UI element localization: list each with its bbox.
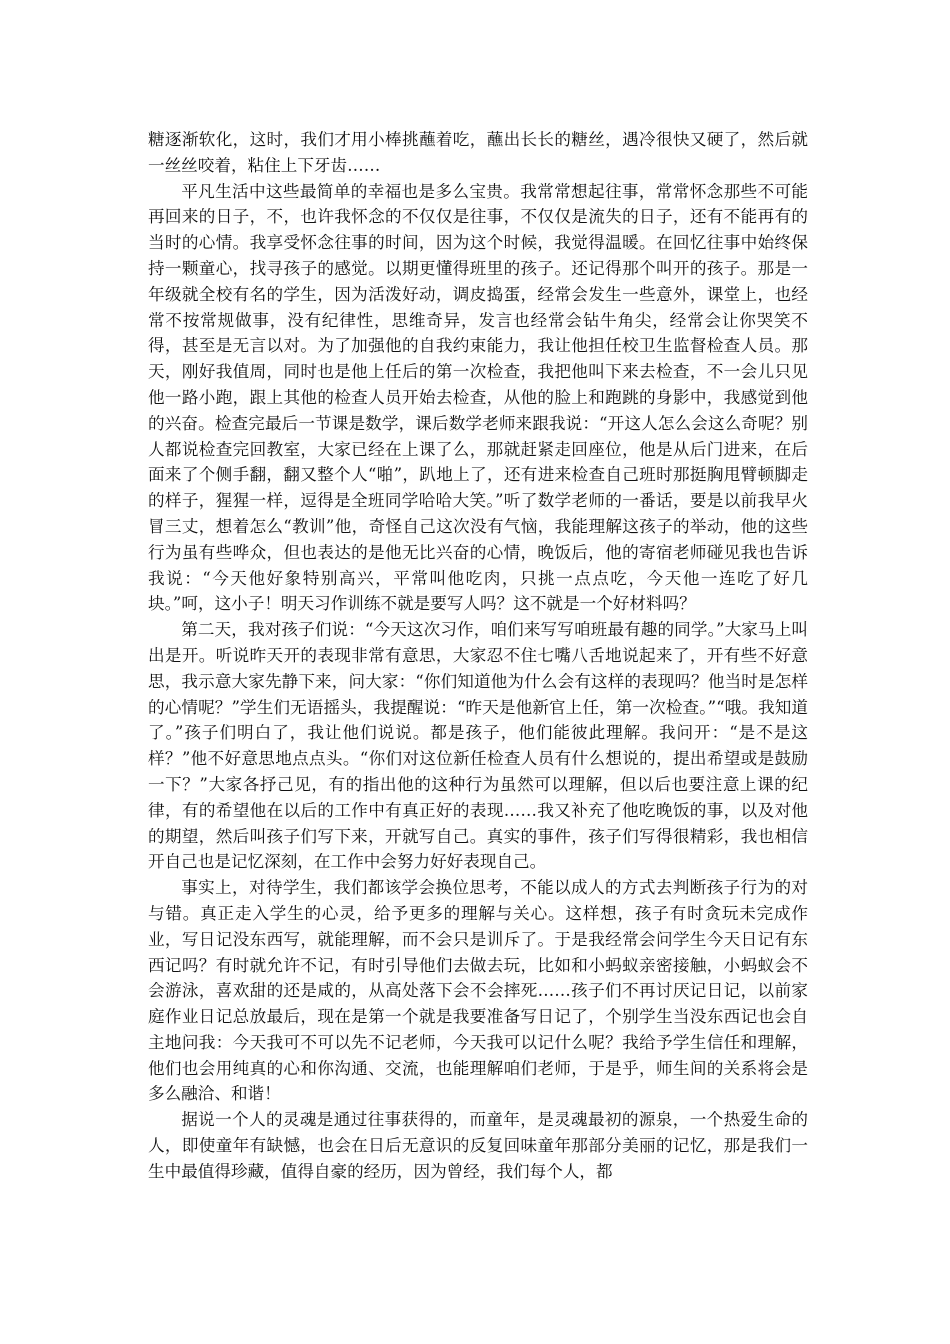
paragraph-5: 据说一个人的灵魂是通过往事获得的，而童年，是灵魂最初的源泉，一个热爱生命的人，即使童年有缺憾，也会在日后无意识的反复回味童年那部分美丽的记忆，那是我们一生中最值得珍藏，值得自豪的经历，因为曾经，我们每个人，都 xyxy=(148,1110,808,1181)
paragraph-1: 糖逐渐软化，这时，我们才用小棒挑蘸着吃，蘸出长长的糖丝，遇冷很快又硬了，然后就一丝丝咬着，粘住上下牙齿…… xyxy=(148,130,808,175)
document-page xyxy=(148,127,808,1185)
paragraph-2: 平凡生活中这些最简单的幸福也是多么宝贵。我常常想起往事，常常怀念那些不可能再回来的日子，不，也许我怀念的不仅仅是往事，不仅仅是流失的日子，还有不能再有的当时的心情。我享受怀念往事的时间，因为这个时候，我觉得温暖。在回忆往事中始终保持一颗童心，找寻孩子的感觉。以期更懂得班里的孩子。还记得那个叫开的孩子。那是一年级就全校有名的学生，因为活泼好动，调皮捣蛋，经常会发生一些意外，课堂上，也经常不按常规做事，没有纪律性，思维奇异，发言也经常会钻牛角尖，经常会让你哭笑不得，甚至是无言以对。为了加强他的自我约束能力，我让他担任校卫生监督检查人员。那天，刚好我值周，同时也是他上任后的第一次检查，我把他叫下来去检查，不一会儿只见他一路小跑，跟上其他的检查人员开始去检查，从他的脸上和跑跳的身影中，我感觉到他的兴奋。检查完最后一节课是数学，课后数学老师来跟我说：“开这人怎么会这么奇呢？别人都说检查完回教室，大家已经在上课了么，那就赶紧走回座位，他是从后门进来，在后面来了个侧手翻，翻又整个人“啪”，趴地上了，还有进来检查自己班时那挺胸甩臂顿脚走的样子，猩猩一样，逗得是全班同学哈哈大笑。”听了数学老师的一番话，要是以前我早火冒三丈，想着怎么“教训”他，奇怪自己这次没有气恼，我能理解这孩子的举动，他的这些行为虽有些哗众，但也表达的是他无比兴奋的心情，晚饭后，他的寄宿老师碰见我也告诉我说：“今天他好象特别高兴，平常叫他吃肉，只挑一点点吃，今天他一连吃了好几块。”呵，这小子！明天习作训练不就是要写人吗？这不就是一个好材料吗？ xyxy=(148,181,808,614)
paragraph-3: 第二天，我对孩子们说：“今天这次习作，咱们来写写咱班最有趣的同学。”大家马上叫出是开。听说昨天开的表现非常有意思，大家忍不住七嘴八舌地说起来了，开有些不好意思，我示意大家先静下来，问大家：“你们知道他为什么会有这样的表现吗？他当时是怎样的心情呢？”学生们无语摇头，我提醒说：“昨天是他新官上任，第一次检查。”“哦。我知道了。”孩子们明白了，我让他们说说。都是孩子，他们能彼此理解。我问开：“是不是这样？”他不好意思地点点头。“你们对这位新任检查人员有什么想说的，提出希望或是鼓励一下？”大家各抒己见，有的指出他的这种行为虽然可以理解，但以后也要注意上课的纪律，有的希望他在以后的工作中有真正好的表现……我又补充了他吃晚饭的事，以及对他的期望，然后叫孩子们写下来，开就写自己。真实的事件，孩子们写得很精彩，我也相信开自己也是记忆深刻，在工作中会努力好好表现自己。 xyxy=(148,620,808,872)
paragraph-4: 事实上，对待学生，我们都该学会换位思考，不能以成人的方式去判断孩子行为的对与错。真正走入学生的心灵，给予更多的理解与关心。这样想，孩子有时贪玩未完成作业，写日记没东西写，就能理解，而不会只是训斥了。于是我经常会问学生今天日记有东西记吗？有时就允许不记，有时引导他们去做去玩，比如和小蚂蚁亲密接触，小蚂蚁会不会游泳，喜欢甜的还是咸的，从高处落下会不会摔死……孩子们不再讨厌记日记，以前家庭作业日记总放最后，现在是第一个就是我要准备写日记了，个别学生当没东西记也会自主地问我：今天我可不可以先不记老师，今天我可以记什么呢？我给予学生信任和理解，他们也会用纯真的心和你沟通、交流，也能理解咱们老师，于是乎，师生间的关系将会是多么融洽、和谐！ xyxy=(148,878,808,1104)
